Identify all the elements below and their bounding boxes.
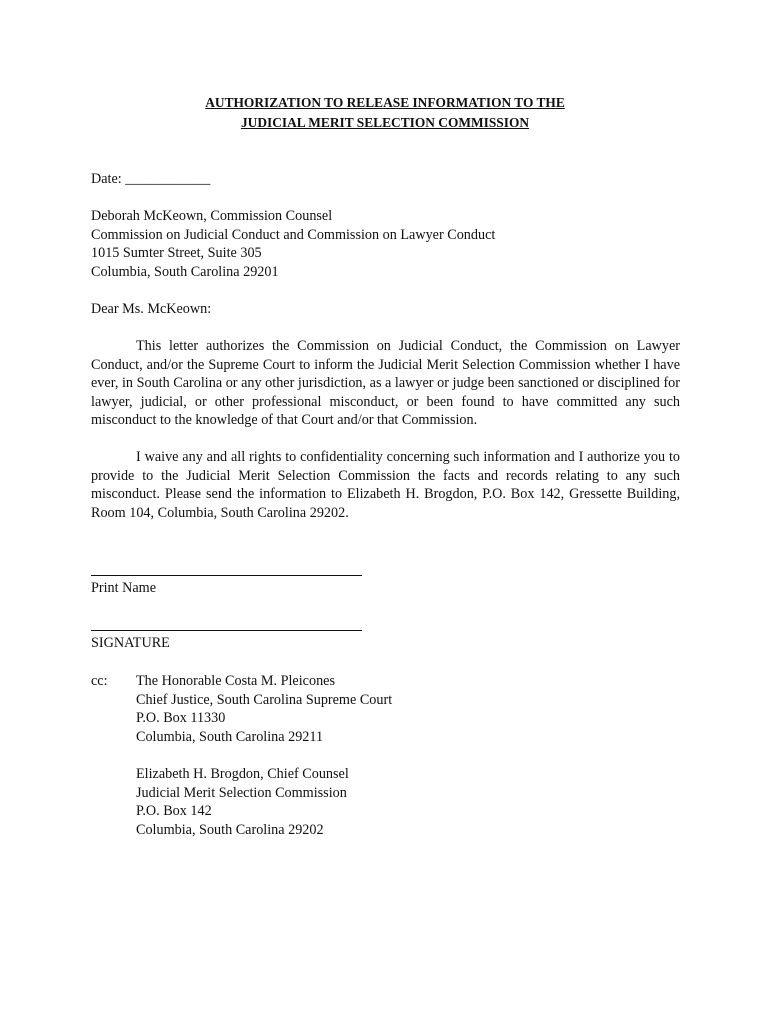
signature-line xyxy=(91,630,362,631)
recipient-name: Deborah McKeown, Commission Counsel xyxy=(91,208,333,224)
salutation: Dear Ms. McKeown: xyxy=(91,301,212,317)
cc-recipient-2-box: P.O. Box 142 xyxy=(136,803,212,819)
cc-recipient-1-city: Columbia, South Carolina 29211 xyxy=(136,728,324,745)
recipient-city: Columbia, South Carolina 29201 xyxy=(91,263,279,280)
recipient-street: 1015 Sumter Street, Suite 305 xyxy=(91,245,262,261)
print-name-line xyxy=(91,575,362,576)
cc-label: cc: xyxy=(91,673,108,689)
body-paragraph-2: I waive any and all rights to confidentiality concerning such information and I authorize you to provide to the Judicial Merit Selection Commission the facts and records relating to any such misconduct. Please send the information to Elizabeth H. Brogdon, P.O. Box 142, Gressette Building, Room 104, Columbia, South Carolina 29202. xyxy=(91,449,680,521)
cc-recipient-2 xyxy=(136,765,349,839)
print-name-label: Print Name xyxy=(91,580,157,596)
cc-recipient-1-box: P.O. Box 11330 xyxy=(136,710,226,726)
recipient-organization: Commission on Judicial Conduct and Commission on Lawyer Conduct xyxy=(91,226,496,243)
cc-recipient-1 xyxy=(136,672,392,746)
cc-recipient-2-city: Columbia, South Carolina 29202 xyxy=(136,821,324,838)
recipient-address xyxy=(91,207,495,281)
document-title-line-1: AUTHORIZATION TO RELEASE INFORMATION TO THE xyxy=(205,95,565,110)
cc-recipient-2-name: Elizabeth H. Brogdon, Chief Counsel xyxy=(136,766,349,782)
signature-label: SIGNATURE xyxy=(91,635,170,651)
body-paragraph-1: This letter authorizes the Commission on Judicial Conduct, the Commission on Lawyer Conduct, and/or the Supreme Court to inform the Judicial Merit Selection Commission whether I have ever, in South Carolina or any other jurisdiction, as a lawyer or judge been sanctioned or disciplined for lawyer, judicial, or other professional misconduct, or been found to have committed any such misconduct to the knowledge of that Court and/or that Commission. xyxy=(91,338,680,428)
cc-recipient-1-name: The Honorable Costa M. Pleicones xyxy=(136,673,335,689)
cc-recipient-2-title: Judicial Merit Selection Commission xyxy=(136,784,347,801)
document-title-line-2: JUDICIAL MERIT SELECTION COMMISSION xyxy=(240,115,530,130)
date-line: Date: ____________ xyxy=(91,171,211,187)
cc-recipient-1-title: Chief Justice, South Carolina Supreme Court xyxy=(136,691,393,708)
